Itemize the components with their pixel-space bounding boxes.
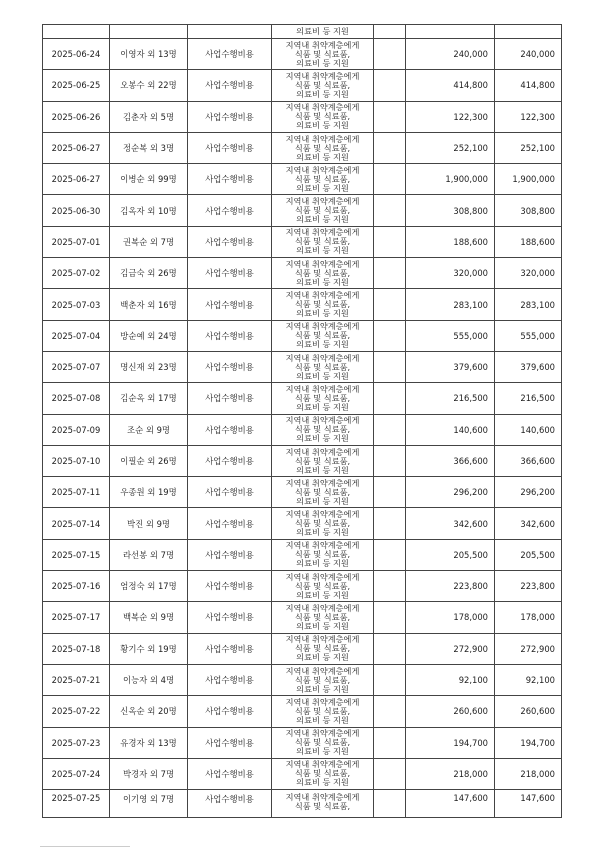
cell-total: 252,100 <box>495 132 562 163</box>
cell-description <box>272 727 374 758</box>
cell-total: 240,000 <box>495 39 562 70</box>
cell-amount: 218,000 <box>406 758 495 789</box>
cell-date: 2025-07-18 <box>43 633 110 664</box>
cell-description <box>272 539 374 570</box>
description-line: 지역내 취약계층에게 <box>285 792 360 803</box>
table-row <box>43 320 562 351</box>
cell-amount: 366,600 <box>406 445 495 476</box>
table-row <box>43 664 562 695</box>
cell-date: 2025-07-23 <box>43 727 110 758</box>
cell-description <box>272 633 374 664</box>
cell-amount: 188,600 <box>406 226 495 257</box>
table-row <box>43 414 562 445</box>
description-line: 의료비 등 지원 <box>296 401 349 412</box>
cell-total: 283,100 <box>495 289 562 320</box>
description-line: 의료비 등 지원 <box>296 558 349 569</box>
description-line: 식품 및 식료품, <box>294 611 351 622</box>
cell-amount: 223,800 <box>406 571 495 602</box>
cell-description <box>272 445 374 476</box>
table-row <box>43 633 562 664</box>
cell-date: 2025-07-09 <box>43 414 110 445</box>
table-row <box>43 758 562 789</box>
table-row <box>43 195 562 226</box>
description-line: 지역내 취약계층에게 <box>285 164 360 175</box>
cell-amount: 140,600 <box>406 414 495 445</box>
cell-category: 사업수행비용 <box>188 602 272 633</box>
cell-description <box>272 132 374 163</box>
cell-amount: 205,500 <box>406 539 495 570</box>
cell-date: 2025-06-27 <box>43 164 110 195</box>
cell-total: 1,900,000 <box>495 164 562 195</box>
cell-description <box>272 758 374 789</box>
description-line: 지역내 취약계층에게 <box>285 509 360 520</box>
description-line: 지역내 취약계층에게 <box>285 696 360 707</box>
cell-date: 2025-07-25 <box>43 790 110 818</box>
cell-recipient: 오봉수 외 22명 <box>110 70 188 101</box>
cell-amount: 414,800 <box>406 70 495 101</box>
cell-date: 2025-07-11 <box>43 477 110 508</box>
table-row <box>43 70 562 101</box>
cell-amount: 555,000 <box>406 320 495 351</box>
table-row <box>43 508 562 539</box>
cell-category <box>188 25 272 39</box>
cell-blank <box>374 539 406 570</box>
cell-total: 216,500 <box>495 383 562 414</box>
cell-total: 555,000 <box>495 320 562 351</box>
cell-blank <box>374 226 406 257</box>
description-line: 식품 및 식료품, <box>294 674 351 685</box>
description-line: 의료비 등 지원 <box>296 777 349 788</box>
description-line: 의료비 등 지원 <box>296 120 349 131</box>
cell-date: 2025-07-10 <box>43 445 110 476</box>
cell-blank <box>374 571 406 602</box>
cell-amount: 178,000 <box>406 602 495 633</box>
cell-amount: 379,600 <box>406 351 495 382</box>
cell-recipient: 박진 외 9명 <box>110 508 188 539</box>
cell-recipient: 정순복 외 3명 <box>110 132 188 163</box>
description-line: 지역내 취약계층에게 <box>285 602 360 613</box>
table-row <box>43 790 562 818</box>
cell-description <box>272 101 374 132</box>
cell-blank <box>374 758 406 789</box>
cell-recipient: 박경자 외 7명 <box>110 758 188 789</box>
cell-blank <box>374 414 406 445</box>
cell-category: 사업수행비용 <box>188 164 272 195</box>
cell-date: 2025-06-26 <box>43 101 110 132</box>
cell-recipient: 이기영 외 7명 <box>110 790 188 818</box>
cell-blank <box>374 790 406 818</box>
cell-blank <box>374 508 406 539</box>
cell-category: 사업수행비용 <box>188 758 272 789</box>
cell-recipient: 김금숙 외 26명 <box>110 258 188 289</box>
description-line: 식품 및 식료품, <box>294 236 351 247</box>
cell-description <box>272 226 374 257</box>
cell-category: 사업수행비용 <box>188 539 272 570</box>
cell-amount <box>406 25 495 39</box>
cell-recipient: 조순 외 9명 <box>110 414 188 445</box>
cell-date: 2025-07-08 <box>43 383 110 414</box>
description-line: 의료비 등 지원 <box>296 370 349 381</box>
cell-amount: 216,500 <box>406 383 495 414</box>
description-line: 지역내 취약계층에게 <box>285 759 360 770</box>
table-row <box>43 101 562 132</box>
description-line: 의료비 등 지원 <box>296 495 349 506</box>
description-line: 식품 및 식료품, <box>294 801 351 812</box>
cell-recipient: 이능자 외 4명 <box>110 664 188 695</box>
cell-blank <box>374 477 406 508</box>
cell-total: 342,600 <box>495 508 562 539</box>
cell-category: 사업수행비용 <box>188 477 272 508</box>
cell-date: 2025-07-04 <box>43 320 110 351</box>
description-line: 식품 및 식료품, <box>294 549 351 560</box>
cell-recipient: 명신재 외 23명 <box>110 351 188 382</box>
cell-total: 122,300 <box>495 101 562 132</box>
cell-category: 사업수행비용 <box>188 664 272 695</box>
description-line: 지역내 취약계층에게 <box>285 540 360 551</box>
cell-amount: 308,800 <box>406 195 495 226</box>
table-row <box>43 351 562 382</box>
cell-blank <box>374 696 406 727</box>
cell-category: 사업수행비용 <box>188 101 272 132</box>
cell-date: 2025-07-21 <box>43 664 110 695</box>
description-line: 의료비 등 지원 <box>296 151 349 162</box>
cell-blank <box>374 258 406 289</box>
cell-blank <box>374 289 406 320</box>
description-line: 지역내 취약계층에게 <box>285 415 360 426</box>
description-line: 지역내 취약계층에게 <box>285 477 360 488</box>
table-row <box>43 477 562 508</box>
cell-category: 사업수행비용 <box>188 226 272 257</box>
cell-recipient: 권복순 외 7명 <box>110 226 188 257</box>
ledger-sheet <box>42 24 562 818</box>
description-line: 식품 및 식료품, <box>294 79 351 90</box>
table-row <box>43 445 562 476</box>
table-row <box>43 539 562 570</box>
description-line: 의료비 등 지원 <box>296 182 349 193</box>
description-line: 식품 및 식료품, <box>294 142 351 153</box>
cell-total: 188,600 <box>495 226 562 257</box>
cell-blank <box>374 25 406 39</box>
table-row <box>43 164 562 195</box>
cell-date: 2025-06-24 <box>43 39 110 70</box>
description-line: 식품 및 식료품, <box>294 299 351 310</box>
cell-date: 2025-07-03 <box>43 289 110 320</box>
continued-row <box>43 25 562 39</box>
description-line: 의료비 등 지원 <box>296 214 349 225</box>
cell-description <box>272 696 374 727</box>
description-line: 식품 및 식료품, <box>294 330 351 341</box>
description-line: 식품 및 식료품, <box>294 768 351 779</box>
description-line: 의료비 등 지원 <box>296 683 349 694</box>
cell-total: 147,600 <box>495 790 562 818</box>
description-line: 식품 및 식료품, <box>294 424 351 435</box>
cell-description <box>272 602 374 633</box>
cell-total: 366,600 <box>495 445 562 476</box>
description-line: 지역내 취약계층에게 <box>285 321 360 332</box>
cell-date: 2025-07-22 <box>43 696 110 727</box>
table-row <box>43 132 562 163</box>
cell-category: 사업수행비용 <box>188 258 272 289</box>
cell-recipient: 백복순 외 9명 <box>110 602 188 633</box>
cell-date: 2025-07-17 <box>43 602 110 633</box>
description-line: 식품 및 식료품, <box>294 580 351 591</box>
cell-category: 사업수행비용 <box>188 445 272 476</box>
cell-recipient: 엄정숙 외 17명 <box>110 571 188 602</box>
table-row <box>43 226 562 257</box>
description-line: 식품 및 식료품, <box>294 205 351 216</box>
cell-date: 2025-06-30 <box>43 195 110 226</box>
cell-recipient: 백춘자 외 16명 <box>110 289 188 320</box>
cell-description <box>272 508 374 539</box>
cell-category: 사업수행비용 <box>188 70 272 101</box>
description-line: 지역내 취약계층에게 <box>285 227 360 238</box>
description-line: 의료비 등 지원 <box>296 245 349 256</box>
description-line: 지역내 취약계층에게 <box>285 352 360 363</box>
cell-date: 2025-07-01 <box>43 226 110 257</box>
description-line: 지역내 취약계층에게 <box>285 258 360 269</box>
cell-total: 272,900 <box>495 633 562 664</box>
description-line: 의료비 등 지원 <box>296 746 349 757</box>
description-line: 지역내 취약계층에게 <box>285 728 360 739</box>
table-row <box>43 696 562 727</box>
cell-date: 2025-07-24 <box>43 758 110 789</box>
expense-ledger-table <box>42 24 562 818</box>
cell-total: 379,600 <box>495 351 562 382</box>
description-line: 지역내 취약계층에게 <box>285 39 360 50</box>
cell-recipient: 김춘자 외 5명 <box>110 101 188 132</box>
cell-recipient: 김옥자 외 10명 <box>110 195 188 226</box>
cell-total: 260,600 <box>495 696 562 727</box>
cell-amount: 283,100 <box>406 289 495 320</box>
cell-description <box>272 70 374 101</box>
description-line: 지역내 취약계층에게 <box>285 196 360 207</box>
cell-category: 사업수행비용 <box>188 727 272 758</box>
description-line: 식품 및 식료품, <box>294 111 351 122</box>
cell-description <box>272 39 374 70</box>
ledger-body <box>43 25 562 818</box>
cell-blank <box>374 164 406 195</box>
cell-blank <box>374 633 406 664</box>
cell-recipient <box>110 25 188 39</box>
cell-total: 320,000 <box>495 258 562 289</box>
cell-recipient: 김순옥 외 17명 <box>110 383 188 414</box>
description-line: 의료비 등 지원 <box>296 527 349 538</box>
scan-edge-mark <box>40 846 130 847</box>
cell-amount: 252,100 <box>406 132 495 163</box>
cell-description <box>272 571 374 602</box>
cell-description <box>272 164 374 195</box>
cell-total: 140,600 <box>495 414 562 445</box>
cell-total: 178,000 <box>495 602 562 633</box>
description-line: 의료비 등 지원 <box>296 589 349 600</box>
cell-description <box>272 414 374 445</box>
table-row <box>43 258 562 289</box>
description-line: 식품 및 식료품, <box>294 737 351 748</box>
cell-date: 2025-06-27 <box>43 132 110 163</box>
cell-date: 2025-07-02 <box>43 258 110 289</box>
cell-blank <box>374 602 406 633</box>
cell-recipient: 신옥순 외 20명 <box>110 696 188 727</box>
description-line: 의료비 등 지원 <box>296 652 349 663</box>
cell-total: 92,100 <box>495 664 562 695</box>
description-line: 지역내 취약계층에게 <box>285 70 360 81</box>
cell-blank <box>374 195 406 226</box>
cell-description <box>272 664 374 695</box>
cell-category: 사업수행비용 <box>188 289 272 320</box>
description-line: 의료비 등 지원 <box>296 714 349 725</box>
cell-category: 사업수행비용 <box>188 633 272 664</box>
cell-blank <box>374 727 406 758</box>
cell-amount: 296,200 <box>406 477 495 508</box>
cell-total: 308,800 <box>495 195 562 226</box>
cell-description <box>272 790 374 818</box>
cell-description <box>272 477 374 508</box>
cell-blank <box>374 383 406 414</box>
cell-category: 사업수행비용 <box>188 790 272 818</box>
cell-description: 의료비 등 지원 <box>272 25 374 39</box>
cell-blank <box>374 132 406 163</box>
description-line: 식품 및 식료품, <box>294 705 351 716</box>
cell-blank <box>374 101 406 132</box>
cell-total: 218,000 <box>495 758 562 789</box>
cell-amount: 260,600 <box>406 696 495 727</box>
cell-description <box>272 320 374 351</box>
cell-amount: 240,000 <box>406 39 495 70</box>
cell-description <box>272 258 374 289</box>
cell-category: 사업수행비용 <box>188 508 272 539</box>
cell-description <box>272 351 374 382</box>
cell-date: 2025-07-15 <box>43 539 110 570</box>
cell-category: 사업수행비용 <box>188 351 272 382</box>
cell-date: 2025-07-14 <box>43 508 110 539</box>
cell-blank <box>374 39 406 70</box>
cell-date: 2025-06-25 <box>43 70 110 101</box>
description-line: 식품 및 식료품, <box>294 361 351 372</box>
table-row <box>43 383 562 414</box>
cell-description <box>272 289 374 320</box>
cell-recipient: 유경자 외 13명 <box>110 727 188 758</box>
cell-total: 296,200 <box>495 477 562 508</box>
cell-amount: 1,900,000 <box>406 164 495 195</box>
cell-amount: 320,000 <box>406 258 495 289</box>
description-line: 식품 및 식료품, <box>294 267 351 278</box>
table-row <box>43 571 562 602</box>
description-line: 의료비 등 지원 <box>296 57 349 68</box>
description-line: 식품 및 식료품, <box>294 392 351 403</box>
description-line: 지역내 취약계층에게 <box>285 634 360 645</box>
cell-recipient: 이병순 외 99명 <box>110 164 188 195</box>
cell-blank <box>374 351 406 382</box>
cell-total: 414,800 <box>495 70 562 101</box>
cell-total: 223,800 <box>495 571 562 602</box>
description-line: 지역내 취약계층에게 <box>285 383 360 394</box>
cell-total <box>495 25 562 39</box>
description-line: 식품 및 식료품, <box>294 455 351 466</box>
cell-amount: 272,900 <box>406 633 495 664</box>
cell-amount: 92,100 <box>406 664 495 695</box>
cell-date <box>43 25 110 39</box>
cell-date: 2025-07-16 <box>43 571 110 602</box>
description-line: 지역내 취약계층에게 <box>285 102 360 113</box>
cell-category: 사업수행비용 <box>188 383 272 414</box>
cell-blank <box>374 70 406 101</box>
cell-recipient: 황기수 외 19명 <box>110 633 188 664</box>
table-row <box>43 39 562 70</box>
cell-category: 사업수행비용 <box>188 320 272 351</box>
cell-category: 사업수행비용 <box>188 414 272 445</box>
description-line: 지역내 취약계층에게 <box>285 446 360 457</box>
description-line: 식품 및 식료품, <box>294 48 351 59</box>
description-line: 지역내 취약계층에게 <box>285 133 360 144</box>
cell-amount: 342,600 <box>406 508 495 539</box>
cell-recipient: 방순예 외 24명 <box>110 320 188 351</box>
cell-description <box>272 383 374 414</box>
description-line: 의료비 등 지원 <box>296 339 349 350</box>
cell-amount: 122,300 <box>406 101 495 132</box>
cell-recipient: 우종원 외 19명 <box>110 477 188 508</box>
cell-category: 사업수행비용 <box>188 132 272 163</box>
cell-amount: 147,600 <box>406 790 495 818</box>
cell-category: 사업수행비용 <box>188 195 272 226</box>
description-line: 식품 및 식료품, <box>294 173 351 184</box>
description-line: 지역내 취약계층에게 <box>285 571 360 582</box>
description-line: 의료비 등 지원 <box>296 464 349 475</box>
description-line: 의료비 등 지원 <box>296 308 349 319</box>
table-row <box>43 727 562 758</box>
description-line: 지역내 취약계층에게 <box>285 290 360 301</box>
table-row <box>43 602 562 633</box>
description-line: 의료비 등 지원 <box>296 88 349 99</box>
cell-category: 사업수행비용 <box>188 571 272 602</box>
cell-recipient: 이영자 외 13명 <box>110 39 188 70</box>
description-line: 의료비 등 지원 <box>296 433 349 444</box>
table-row <box>43 289 562 320</box>
description-line: 식품 및 식료품, <box>294 643 351 654</box>
cell-recipient: 이필순 외 26명 <box>110 445 188 476</box>
cell-recipient: 라선봉 외 7명 <box>110 539 188 570</box>
cell-blank <box>374 445 406 476</box>
cell-total: 194,700 <box>495 727 562 758</box>
cell-total: 205,500 <box>495 539 562 570</box>
cell-description <box>272 195 374 226</box>
description-line: 의료비 등 지원 <box>296 276 349 287</box>
description-line: 의료비 등 지원 <box>296 620 349 631</box>
cell-date: 2025-07-07 <box>43 351 110 382</box>
cell-blank <box>374 664 406 695</box>
description-line: 지역내 취약계층에게 <box>285 665 360 676</box>
description-line: 식품 및 식료품, <box>294 518 351 529</box>
cell-blank <box>374 320 406 351</box>
cell-category: 사업수행비용 <box>188 696 272 727</box>
cell-category: 사업수행비용 <box>188 39 272 70</box>
description-line: 식품 및 식료품, <box>294 486 351 497</box>
cell-amount: 194,700 <box>406 727 495 758</box>
